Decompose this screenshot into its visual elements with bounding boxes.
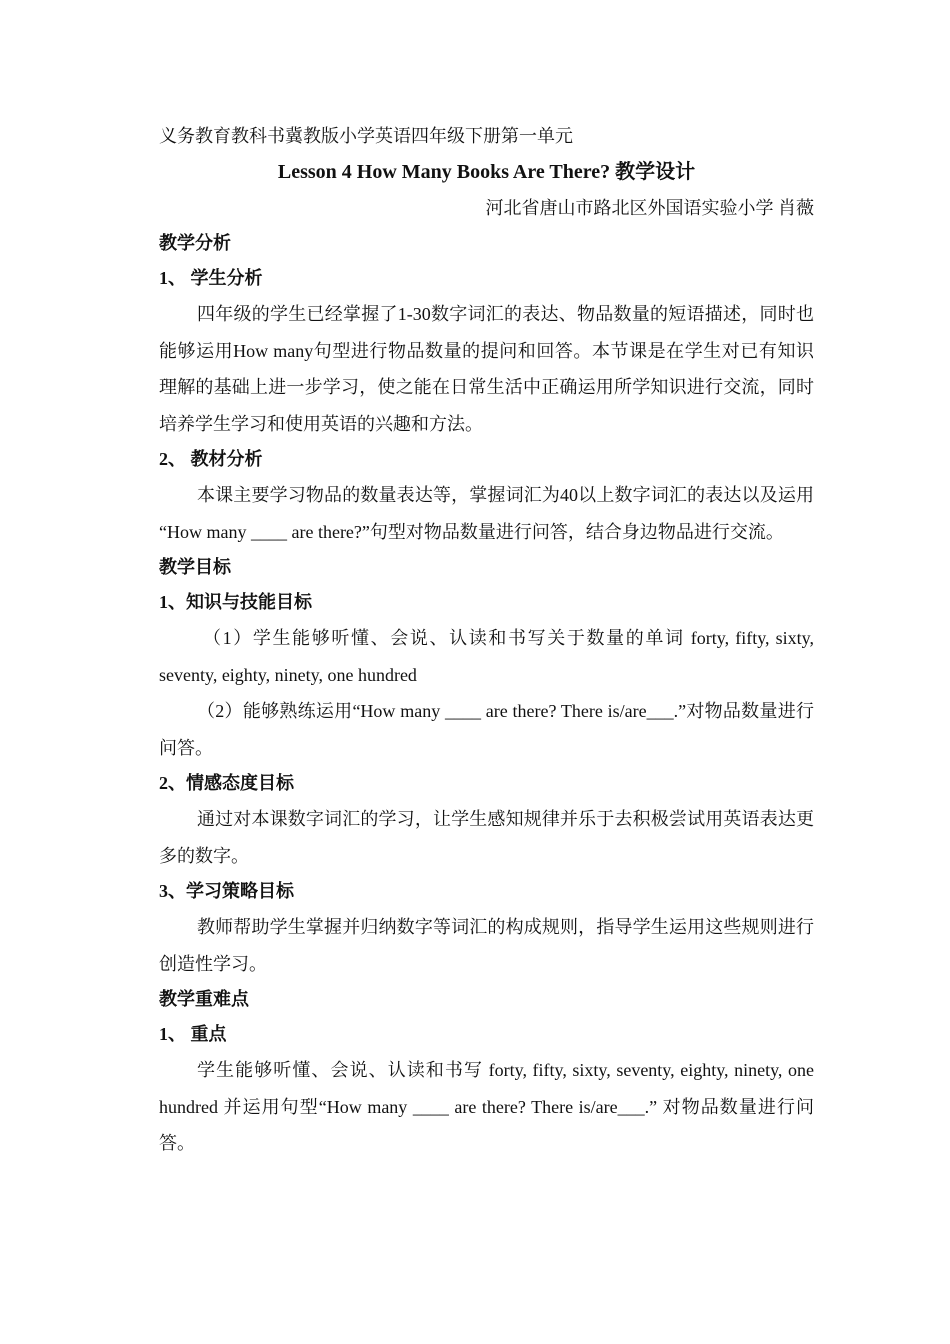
subsection-heading-strategy: 3、学习策略目标 <box>159 881 294 901</box>
paragraph-emotion-goal: 通过对本课数字词汇的学习，让学生感知规律并乐于去积极尝试用英语表达更多的数字。 <box>159 809 814 866</box>
paragraph-knowledge-item1: （1）学生能够听懂、会说、认读和书写关于数量的单词 forty, fifty, sixty, seventy, eighty, ninety, one hundred <box>159 628 814 685</box>
document-page <box>159 118 814 1162</box>
subsection-heading-emotion: 2、情感态度目标 <box>159 773 294 793</box>
document-title: Lesson 4 How Many Books Are There? 教学设计 <box>277 161 696 183</box>
subsection-heading-student: 1、 学生分析 <box>159 268 263 288</box>
paragraph-material-analysis: 本课主要学习物品的数量表达等，掌握词汇为40以上数字词汇的表达以及运用 “How many ____ are there?”句型对物品数量进行问答，结合身边物品进行交流。 <box>159 485 814 542</box>
section-heading-keypoints: 教学重难点 <box>159 989 249 1009</box>
document-author: 河北省唐山市路北区外国语实验小学 肖薇 <box>485 198 814 218</box>
section-heading-goals: 教学目标 <box>159 557 231 577</box>
paragraph-student-analysis: 四年级的学生已经掌握了1-30数字词汇的表达、物品数量的短语描述，同时也能够运用How many句型进行物品数量的提问和回答。本节课是在学生对已有知识理解的基础上进一步学习，使之能在日常生活中正确运用所学知识进行交流，同时培养学生学习和使用英语的兴趣和方法。 <box>159 304 814 434</box>
subsection-heading-material: 2、 教材分析 <box>159 449 263 469</box>
paragraph-strategy-goal: 教师帮助学生掌握并归纳数字等词汇的构成规则，指导学生运用这些规则进行创造性学习。 <box>159 917 814 974</box>
subsection-heading-focus: 1、 重点 <box>159 1024 227 1044</box>
subsection-heading-knowledge: 1、知识与技能目标 <box>159 592 312 612</box>
paragraph-knowledge-item2: （2）能够熟练运用“How many ____ are there? There is/are___.”对物品数量进行问答。 <box>159 701 814 758</box>
document-subtitle: 义务教育教科书冀教版小学英语四年级下册第一单元 <box>159 126 573 146</box>
paragraph-focus: 学生能够听懂、会说、认读和书写 forty, fifty, sixty, seventy, eighty, ninety, one hundred 并运用句型“How many ____ are there? There is/are___.” 对物品数量进行问答。 <box>159 1060 814 1153</box>
section-heading-analysis: 教学分析 <box>159 233 231 253</box>
